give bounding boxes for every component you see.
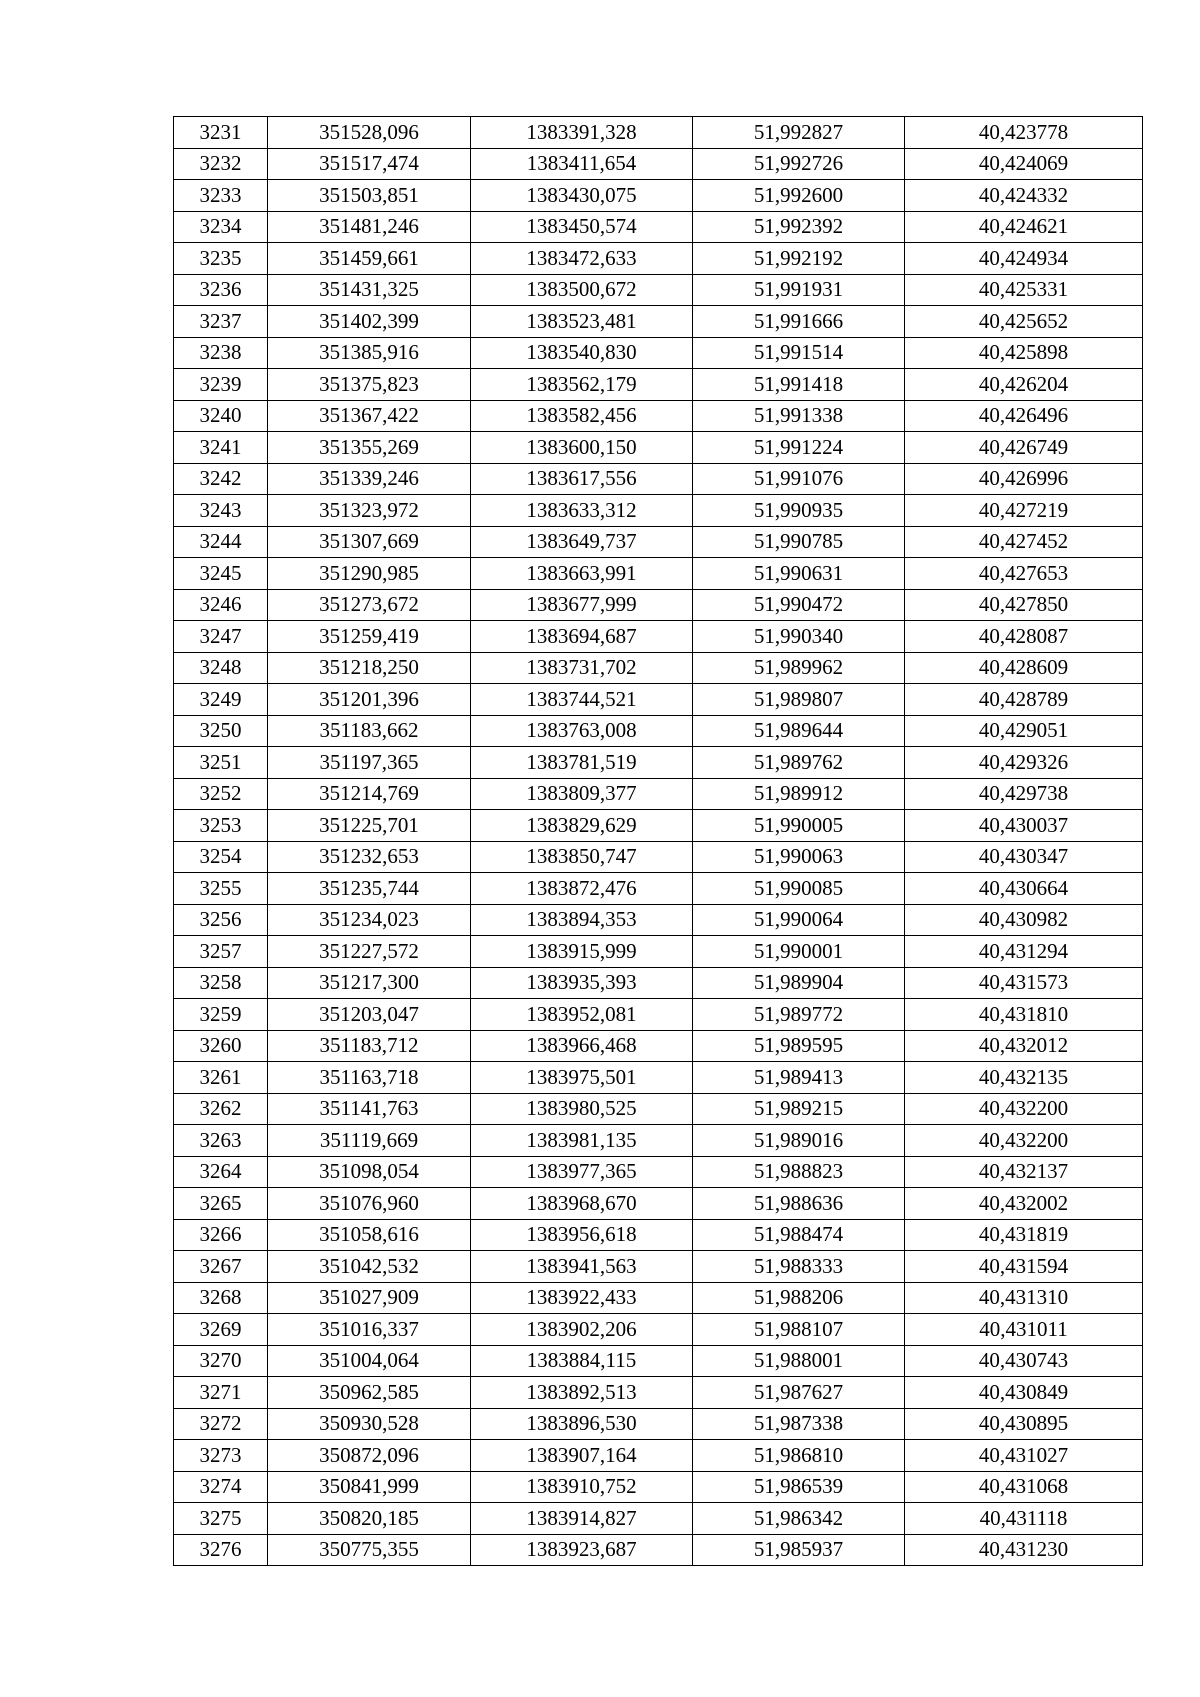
y-coordinate-cell: 1383540,830 (471, 337, 693, 369)
longitude-cell: 40,432135 (905, 1062, 1143, 1094)
x-coordinate-cell: 351214,769 (268, 778, 471, 810)
table-row (174, 306, 1143, 338)
latitude-cell: 51,989912 (693, 778, 905, 810)
table-row (174, 810, 1143, 842)
point-number-cell: 3247 (174, 621, 268, 653)
longitude-cell: 40,424332 (905, 180, 1143, 212)
point-number-cell: 3264 (174, 1156, 268, 1188)
table-row (174, 621, 1143, 653)
latitude-cell: 51,988107 (693, 1314, 905, 1346)
table-row (174, 589, 1143, 621)
table-row (174, 873, 1143, 905)
y-coordinate-cell: 1383966,468 (471, 1030, 693, 1062)
point-number-cell: 3240 (174, 400, 268, 432)
point-number-cell: 3235 (174, 243, 268, 275)
y-coordinate-cell: 1383872,476 (471, 873, 693, 905)
point-number-cell: 3252 (174, 778, 268, 810)
y-coordinate-cell: 1383500,672 (471, 274, 693, 306)
point-number-cell: 3276 (174, 1534, 268, 1566)
x-coordinate-cell: 351459,661 (268, 243, 471, 275)
latitude-cell: 51,991418 (693, 369, 905, 401)
longitude-cell: 40,424069 (905, 148, 1143, 180)
y-coordinate-cell: 1383763,008 (471, 715, 693, 747)
x-coordinate-cell: 351307,669 (268, 526, 471, 558)
y-coordinate-cell: 1383915,999 (471, 936, 693, 968)
table-row (174, 1125, 1143, 1157)
latitude-cell: 51,992600 (693, 180, 905, 212)
latitude-cell: 51,991514 (693, 337, 905, 369)
y-coordinate-cell: 1383884,115 (471, 1345, 693, 1377)
table-row (174, 180, 1143, 212)
longitude-cell: 40,426996 (905, 463, 1143, 495)
point-number-cell: 3244 (174, 526, 268, 558)
y-coordinate-cell: 1383809,377 (471, 778, 693, 810)
longitude-cell: 40,430664 (905, 873, 1143, 905)
latitude-cell: 51,985937 (693, 1534, 905, 1566)
x-coordinate-cell: 351058,616 (268, 1219, 471, 1251)
latitude-cell: 51,990340 (693, 621, 905, 653)
longitude-cell: 40,428609 (905, 652, 1143, 684)
longitude-cell: 40,430037 (905, 810, 1143, 842)
point-number-cell: 3237 (174, 306, 268, 338)
latitude-cell: 51,991338 (693, 400, 905, 432)
y-coordinate-cell: 1383850,747 (471, 841, 693, 873)
x-coordinate-cell: 350820,185 (268, 1503, 471, 1535)
x-coordinate-cell: 351232,653 (268, 841, 471, 873)
x-coordinate-cell: 351227,572 (268, 936, 471, 968)
latitude-cell: 51,990935 (693, 495, 905, 527)
table-row (174, 526, 1143, 558)
longitude-cell: 40,423778 (905, 117, 1143, 149)
longitude-cell: 40,424934 (905, 243, 1143, 275)
x-coordinate-cell: 351218,250 (268, 652, 471, 684)
x-coordinate-cell: 351217,300 (268, 967, 471, 999)
longitude-cell: 40,425331 (905, 274, 1143, 306)
y-coordinate-cell: 1383781,519 (471, 747, 693, 779)
latitude-cell: 51,988333 (693, 1251, 905, 1283)
latitude-cell: 51,988823 (693, 1156, 905, 1188)
latitude-cell: 51,989413 (693, 1062, 905, 1094)
point-number-cell: 3262 (174, 1093, 268, 1125)
latitude-cell: 51,990785 (693, 526, 905, 558)
point-number-cell: 3266 (174, 1219, 268, 1251)
x-coordinate-cell: 351339,246 (268, 463, 471, 495)
x-coordinate-cell: 351481,246 (268, 211, 471, 243)
table-row (174, 1062, 1143, 1094)
latitude-cell: 51,988474 (693, 1219, 905, 1251)
point-number-cell: 3239 (174, 369, 268, 401)
latitude-cell: 51,990001 (693, 936, 905, 968)
x-coordinate-cell: 351141,763 (268, 1093, 471, 1125)
x-coordinate-cell: 351098,054 (268, 1156, 471, 1188)
point-number-cell: 3241 (174, 432, 268, 464)
y-coordinate-cell: 1383600,150 (471, 432, 693, 464)
y-coordinate-cell: 1383391,328 (471, 117, 693, 149)
latitude-cell: 51,989904 (693, 967, 905, 999)
x-coordinate-cell: 351235,744 (268, 873, 471, 905)
y-coordinate-cell: 1383523,481 (471, 306, 693, 338)
x-coordinate-cell: 351225,701 (268, 810, 471, 842)
table-row (174, 1156, 1143, 1188)
table-row (174, 117, 1143, 149)
point-number-cell: 3250 (174, 715, 268, 747)
table-row (174, 1314, 1143, 1346)
longitude-cell: 40,430347 (905, 841, 1143, 873)
longitude-cell: 40,425898 (905, 337, 1143, 369)
x-coordinate-cell: 351197,365 (268, 747, 471, 779)
x-coordinate-cell: 350841,999 (268, 1471, 471, 1503)
table-row (174, 778, 1143, 810)
longitude-cell: 40,427653 (905, 558, 1143, 590)
y-coordinate-cell: 1383935,393 (471, 967, 693, 999)
longitude-cell: 40,431310 (905, 1282, 1143, 1314)
longitude-cell: 40,431573 (905, 967, 1143, 999)
x-coordinate-cell: 350872,096 (268, 1440, 471, 1472)
longitude-cell: 40,426204 (905, 369, 1143, 401)
y-coordinate-cell: 1383952,081 (471, 999, 693, 1031)
table-row (174, 1503, 1143, 1535)
latitude-cell: 51,990063 (693, 841, 905, 873)
point-number-cell: 3271 (174, 1377, 268, 1409)
table-row (174, 1093, 1143, 1125)
y-coordinate-cell: 1383894,353 (471, 904, 693, 936)
point-number-cell: 3258 (174, 967, 268, 999)
latitude-cell: 51,989016 (693, 1125, 905, 1157)
y-coordinate-cell: 1383941,563 (471, 1251, 693, 1283)
x-coordinate-cell: 351016,337 (268, 1314, 471, 1346)
longitude-cell: 40,426496 (905, 400, 1143, 432)
table-row (174, 1282, 1143, 1314)
table-row (174, 967, 1143, 999)
latitude-cell: 51,989644 (693, 715, 905, 747)
table-row (174, 1251, 1143, 1283)
latitude-cell: 51,989762 (693, 747, 905, 779)
point-number-cell: 3233 (174, 180, 268, 212)
point-number-cell: 3253 (174, 810, 268, 842)
table-row (174, 463, 1143, 495)
longitude-cell: 40,427452 (905, 526, 1143, 558)
y-coordinate-cell: 1383633,312 (471, 495, 693, 527)
longitude-cell: 40,430982 (905, 904, 1143, 936)
x-coordinate-cell: 351431,325 (268, 274, 471, 306)
point-number-cell: 3236 (174, 274, 268, 306)
longitude-cell: 40,430849 (905, 1377, 1143, 1409)
longitude-cell: 40,431011 (905, 1314, 1143, 1346)
longitude-cell: 40,427850 (905, 589, 1143, 621)
y-coordinate-cell: 1383472,633 (471, 243, 693, 275)
table-row (174, 1377, 1143, 1409)
x-coordinate-cell: 351042,532 (268, 1251, 471, 1283)
latitude-cell: 51,988636 (693, 1188, 905, 1220)
latitude-cell: 51,989962 (693, 652, 905, 684)
y-coordinate-cell: 1383892,513 (471, 1377, 693, 1409)
y-coordinate-cell: 1383975,501 (471, 1062, 693, 1094)
y-coordinate-cell: 1383562,179 (471, 369, 693, 401)
table-row (174, 1408, 1143, 1440)
x-coordinate-cell: 351183,712 (268, 1030, 471, 1062)
x-coordinate-cell: 351503,851 (268, 180, 471, 212)
longitude-cell: 40,431230 (905, 1534, 1143, 1566)
y-coordinate-cell: 1383430,075 (471, 180, 693, 212)
table-row (174, 652, 1143, 684)
x-coordinate-cell: 351517,474 (268, 148, 471, 180)
y-coordinate-cell: 1383910,752 (471, 1471, 693, 1503)
latitude-cell: 51,991666 (693, 306, 905, 338)
latitude-cell: 51,992827 (693, 117, 905, 149)
x-coordinate-cell: 351183,662 (268, 715, 471, 747)
point-number-cell: 3243 (174, 495, 268, 527)
longitude-cell: 40,430895 (905, 1408, 1143, 1440)
longitude-cell: 40,428789 (905, 684, 1143, 716)
coordinates-table-body (174, 117, 1143, 1566)
table-row (174, 1188, 1143, 1220)
point-number-cell: 3257 (174, 936, 268, 968)
point-number-cell: 3275 (174, 1503, 268, 1535)
point-number-cell: 3263 (174, 1125, 268, 1157)
longitude-cell: 40,431819 (905, 1219, 1143, 1251)
y-coordinate-cell: 1383411,654 (471, 148, 693, 180)
table-row (174, 684, 1143, 716)
longitude-cell: 40,432137 (905, 1156, 1143, 1188)
x-coordinate-cell: 351528,096 (268, 117, 471, 149)
x-coordinate-cell: 351323,972 (268, 495, 471, 527)
latitude-cell: 51,992726 (693, 148, 905, 180)
point-number-cell: 3273 (174, 1440, 268, 1472)
latitude-cell: 51,989807 (693, 684, 905, 716)
latitude-cell: 51,990085 (693, 873, 905, 905)
table-row (174, 558, 1143, 590)
y-coordinate-cell: 1383907,164 (471, 1440, 693, 1472)
table-row (174, 243, 1143, 275)
x-coordinate-cell: 351234,023 (268, 904, 471, 936)
point-number-cell: 3249 (174, 684, 268, 716)
coordinates-table (173, 116, 1143, 1566)
latitude-cell: 51,990631 (693, 558, 905, 590)
x-coordinate-cell: 351259,419 (268, 621, 471, 653)
longitude-cell: 40,432200 (905, 1125, 1143, 1157)
latitude-cell: 51,986342 (693, 1503, 905, 1535)
longitude-cell: 40,424621 (905, 211, 1143, 243)
y-coordinate-cell: 1383617,556 (471, 463, 693, 495)
y-coordinate-cell: 1383980,525 (471, 1093, 693, 1125)
x-coordinate-cell: 351076,960 (268, 1188, 471, 1220)
table-row (174, 211, 1143, 243)
latitude-cell: 51,991224 (693, 432, 905, 464)
latitude-cell: 51,991931 (693, 274, 905, 306)
point-number-cell: 3272 (174, 1408, 268, 1440)
table-row (174, 369, 1143, 401)
x-coordinate-cell: 351203,047 (268, 999, 471, 1031)
point-number-cell: 3268 (174, 1282, 268, 1314)
latitude-cell: 51,992192 (693, 243, 905, 275)
point-number-cell: 3256 (174, 904, 268, 936)
x-coordinate-cell: 350962,585 (268, 1377, 471, 1409)
longitude-cell: 40,431810 (905, 999, 1143, 1031)
y-coordinate-cell: 1383902,206 (471, 1314, 693, 1346)
x-coordinate-cell: 350930,528 (268, 1408, 471, 1440)
point-number-cell: 3269 (174, 1314, 268, 1346)
point-number-cell: 3238 (174, 337, 268, 369)
table-row (174, 432, 1143, 464)
y-coordinate-cell: 1383450,574 (471, 211, 693, 243)
table-row (174, 1030, 1143, 1062)
y-coordinate-cell: 1383914,827 (471, 1503, 693, 1535)
latitude-cell: 51,987338 (693, 1408, 905, 1440)
y-coordinate-cell: 1383923,687 (471, 1534, 693, 1566)
x-coordinate-cell: 351119,669 (268, 1125, 471, 1157)
point-number-cell: 3255 (174, 873, 268, 905)
longitude-cell: 40,428087 (905, 621, 1143, 653)
y-coordinate-cell: 1383663,991 (471, 558, 693, 590)
table-row (174, 904, 1143, 936)
x-coordinate-cell: 350775,355 (268, 1534, 471, 1566)
y-coordinate-cell: 1383922,433 (471, 1282, 693, 1314)
longitude-cell: 40,425652 (905, 306, 1143, 338)
longitude-cell: 40,431027 (905, 1440, 1143, 1472)
longitude-cell: 40,432012 (905, 1030, 1143, 1062)
longitude-cell: 40,426749 (905, 432, 1143, 464)
longitude-cell: 40,431294 (905, 936, 1143, 968)
point-number-cell: 3232 (174, 148, 268, 180)
latitude-cell: 51,989215 (693, 1093, 905, 1125)
longitude-cell: 40,431594 (905, 1251, 1143, 1283)
table-row (174, 337, 1143, 369)
latitude-cell: 51,990472 (693, 589, 905, 621)
point-number-cell: 3251 (174, 747, 268, 779)
longitude-cell: 40,430743 (905, 1345, 1143, 1377)
longitude-cell: 40,429326 (905, 747, 1143, 779)
point-number-cell: 3231 (174, 117, 268, 149)
table-row (174, 495, 1143, 527)
table-row (174, 747, 1143, 779)
table-row (174, 999, 1143, 1031)
point-number-cell: 3261 (174, 1062, 268, 1094)
point-number-cell: 3260 (174, 1030, 268, 1062)
y-coordinate-cell: 1383694,687 (471, 621, 693, 653)
table-row (174, 841, 1143, 873)
latitude-cell: 51,987627 (693, 1377, 905, 1409)
x-coordinate-cell: 351355,269 (268, 432, 471, 464)
latitude-cell: 51,986810 (693, 1440, 905, 1472)
y-coordinate-cell: 1383677,999 (471, 589, 693, 621)
longitude-cell: 40,427219 (905, 495, 1143, 527)
x-coordinate-cell: 351004,064 (268, 1345, 471, 1377)
point-number-cell: 3246 (174, 589, 268, 621)
longitude-cell: 40,431068 (905, 1471, 1143, 1503)
latitude-cell: 51,991076 (693, 463, 905, 495)
point-number-cell: 3245 (174, 558, 268, 590)
x-coordinate-cell: 351402,399 (268, 306, 471, 338)
y-coordinate-cell: 1383829,629 (471, 810, 693, 842)
table-row (174, 1471, 1143, 1503)
longitude-cell: 40,432002 (905, 1188, 1143, 1220)
y-coordinate-cell: 1383649,737 (471, 526, 693, 558)
y-coordinate-cell: 1383582,456 (471, 400, 693, 432)
point-number-cell: 3274 (174, 1471, 268, 1503)
point-number-cell: 3265 (174, 1188, 268, 1220)
table-row (174, 1534, 1143, 1566)
x-coordinate-cell: 351375,823 (268, 369, 471, 401)
y-coordinate-cell: 1383981,135 (471, 1125, 693, 1157)
table-row (174, 148, 1143, 180)
latitude-cell: 51,986539 (693, 1471, 905, 1503)
point-number-cell: 3234 (174, 211, 268, 243)
y-coordinate-cell: 1383896,530 (471, 1408, 693, 1440)
table-row (174, 1219, 1143, 1251)
latitude-cell: 51,990064 (693, 904, 905, 936)
y-coordinate-cell: 1383968,670 (471, 1188, 693, 1220)
table-row (174, 1345, 1143, 1377)
table-row (174, 1440, 1143, 1472)
latitude-cell: 51,989595 (693, 1030, 905, 1062)
table-row (174, 400, 1143, 432)
table-row (174, 715, 1143, 747)
longitude-cell: 40,432200 (905, 1093, 1143, 1125)
y-coordinate-cell: 1383956,618 (471, 1219, 693, 1251)
longitude-cell: 40,429051 (905, 715, 1143, 747)
x-coordinate-cell: 351290,985 (268, 558, 471, 590)
point-number-cell: 3242 (174, 463, 268, 495)
latitude-cell: 51,990005 (693, 810, 905, 842)
point-number-cell: 3267 (174, 1251, 268, 1283)
latitude-cell: 51,988206 (693, 1282, 905, 1314)
x-coordinate-cell: 351367,422 (268, 400, 471, 432)
y-coordinate-cell: 1383977,365 (471, 1156, 693, 1188)
point-number-cell: 3270 (174, 1345, 268, 1377)
x-coordinate-cell: 351385,916 (268, 337, 471, 369)
table-row (174, 936, 1143, 968)
x-coordinate-cell: 351273,672 (268, 589, 471, 621)
longitude-cell: 40,429738 (905, 778, 1143, 810)
longitude-cell: 40,431118 (905, 1503, 1143, 1535)
point-number-cell: 3248 (174, 652, 268, 684)
point-number-cell: 3259 (174, 999, 268, 1031)
table-row (174, 274, 1143, 306)
x-coordinate-cell: 351163,718 (268, 1062, 471, 1094)
point-number-cell: 3254 (174, 841, 268, 873)
latitude-cell: 51,992392 (693, 211, 905, 243)
latitude-cell: 51,989772 (693, 999, 905, 1031)
x-coordinate-cell: 351201,396 (268, 684, 471, 716)
latitude-cell: 51,988001 (693, 1345, 905, 1377)
y-coordinate-cell: 1383731,702 (471, 652, 693, 684)
x-coordinate-cell: 351027,909 (268, 1282, 471, 1314)
y-coordinate-cell: 1383744,521 (471, 684, 693, 716)
